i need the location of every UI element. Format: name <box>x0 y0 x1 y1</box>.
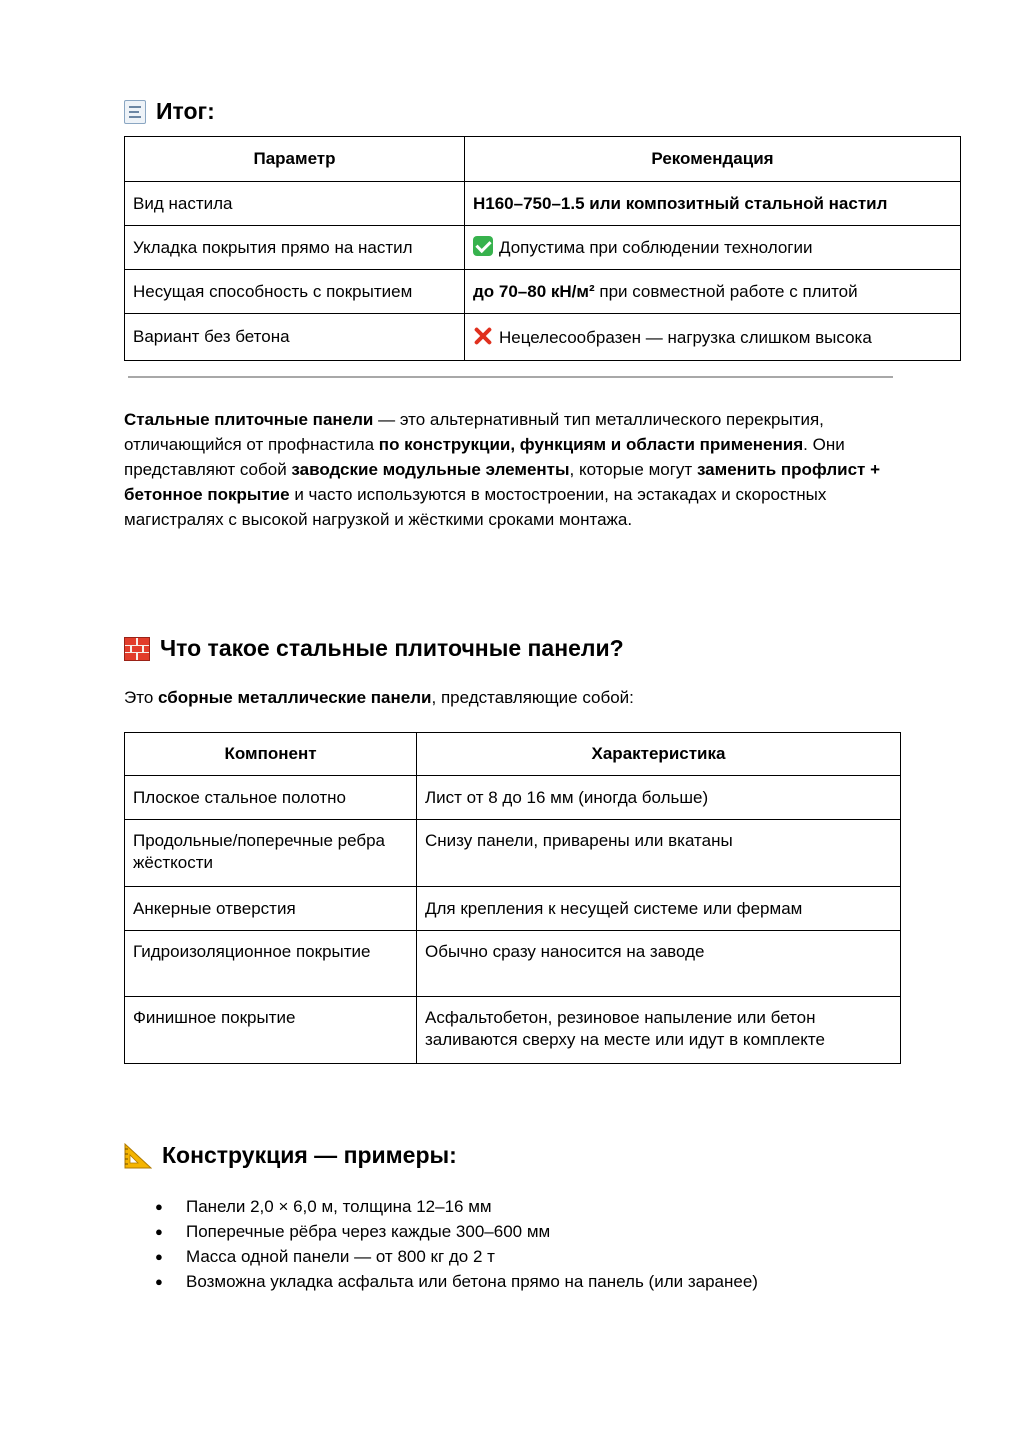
table-row: Финишное покрытие Асфальтобетон, резиновое напыление или бетон заливаются сверху на месте или идут в комплекте <box>125 997 901 1064</box>
summary-table <box>124 136 961 361</box>
table-row: Несущая способность с покрытием до 70–80 кН/м² при совместной работе с плитой <box>125 270 961 314</box>
cross-mark-icon <box>473 326 493 346</box>
components-table <box>124 732 901 1064</box>
table-header: Рекомендация <box>465 137 961 182</box>
examples-list <box>124 1194 758 1294</box>
intro-paragraph: Стальные плиточные панели — это альтернативный тип металлического перекрытия, отличающийся от профнастила по конструкции, функциям и области применения. Они представляют собой заводские модульные элементы, которые могут заменить профлист + бетонное покрытие и часто используются в мостостроении, на эстакадах и скоростных магистралях с высокой нагрузкой и жёсткими сроками монтажа. <box>124 410 881 529</box>
horizontal-divider <box>128 376 893 378</box>
table-header: Параметр <box>125 137 465 182</box>
table-row: Гидроизоляционное покрытие Обычно сразу наносится на заводе <box>125 931 901 997</box>
list-item: ● Масса одной панели — от 800 кг до 2 т <box>124 1244 758 1269</box>
table-row: Укладка покрытия прямо на настил Допустима при соблюдении технологии <box>125 226 961 270</box>
table-row: Анкерные отверстия Для крепления к несущей системе или фермам <box>125 887 901 931</box>
table-header: Характеристика <box>417 733 901 776</box>
brick-icon <box>124 637 150 661</box>
table-row: Продольные/поперечные ребра жёсткости Снизу панели, приварены или вкатаны <box>125 820 901 887</box>
list-item: ● Поперечные рёбра через каждые 300–600 мм <box>124 1219 758 1244</box>
section-heading-what-are-panels: Что такое стальные плиточные панели? <box>124 635 624 662</box>
table-row: Плоское стальное полотно Лист от 8 до 16 мм (иногда больше) <box>125 776 901 820</box>
triangular-ruler-icon <box>124 1143 152 1169</box>
lead-paragraph: Это сборные металлические панели, представляющие собой: <box>124 688 634 707</box>
section-heading-summary: Итог: <box>124 98 215 125</box>
list-item: ● Панели 2,0 × 6,0 м, толщина 12–16 мм <box>124 1194 758 1219</box>
section-heading-construction-examples: Конструкция — примеры: <box>124 1142 457 1169</box>
table-row: Вид настила Н160–750–1.5 или композитный стальной настил <box>125 182 961 226</box>
receipt-icon <box>124 100 146 124</box>
check-mark-icon <box>473 236 493 256</box>
table-row: Вариант без бетона Нецелесообразен — нагрузка слишком высока <box>125 314 961 361</box>
list-item: ● Возможна укладка асфальта или бетона прямо на панель (или заранее) <box>124 1269 758 1294</box>
table-header: Компонент <box>125 733 417 776</box>
